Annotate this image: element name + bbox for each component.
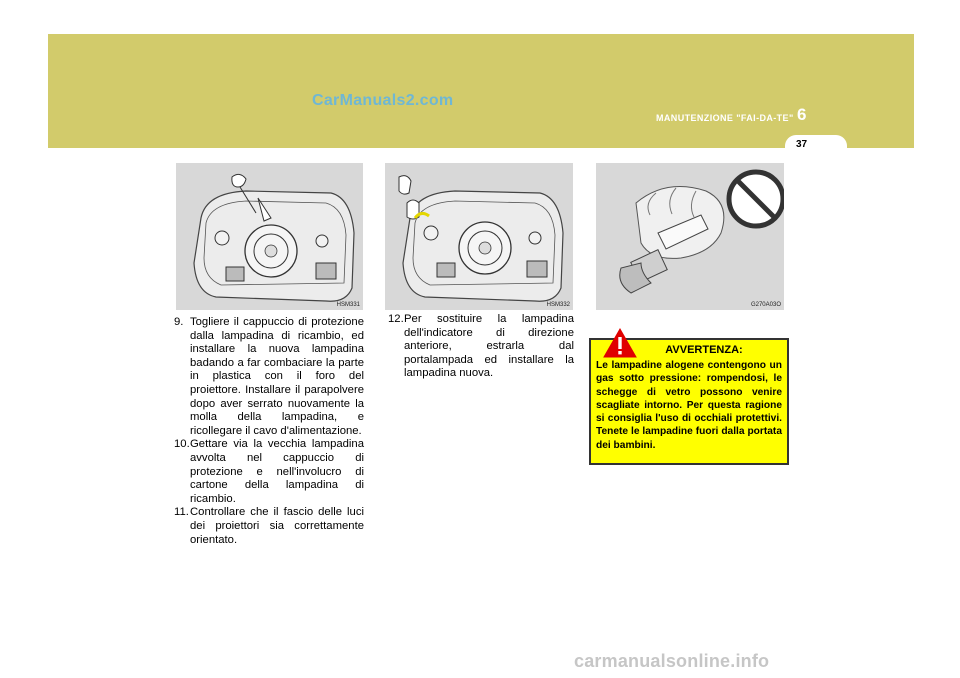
figure-halogen-bulb [596, 163, 784, 310]
hand-holding-bulb-icon [596, 163, 784, 310]
instruction-number: 10. [174, 438, 190, 451]
instruction-item [174, 438, 364, 506]
headlamp-rear-icon [176, 163, 363, 310]
page-number: 37 [796, 139, 808, 150]
instruction-text: Per sostituire la lampadina dell'indicatore di direzione anteriore, estrarla dal portalampada ed installare la lampadina nuova. [404, 313, 574, 380]
instruction-number: 12. [388, 313, 404, 325]
figure-code: HSM331 [336, 302, 360, 308]
instructions-middle [388, 313, 574, 381]
top-watermark[interactable]: CarManuals2.com [312, 92, 454, 109]
page-tab [785, 135, 847, 157]
warning-exclamation-icon [603, 328, 637, 358]
figure-code: G270A03O [750, 302, 781, 308]
header-band [48, 34, 914, 148]
figure-code: HSM332 [546, 302, 570, 308]
instruction-item [388, 313, 574, 381]
warning-text: Le lampadine alogene contengono un gas sotto pressione: rompendosi, le schegge di vetro possono venire scagliate intorno. Per questa ragione si consiglia l'uso di occhiali protettivi. Tenete le lampadine fuori dalla portata dei bambini. [596, 360, 782, 451]
figure-turn-signal [385, 163, 573, 310]
figure-headlamp-bulb [176, 163, 363, 310]
instruction-text: Controllare che il fascio delle luci dei proiettori sia correttamente orientato. [190, 506, 364, 546]
chapter-title: MANUTENZIONE "FAI-DA-TE" [656, 113, 794, 123]
instructions-left [174, 316, 364, 547]
bottom-watermark[interactable]: carmanualsonline.info [574, 651, 770, 671]
headlamp-turn-signal-icon [385, 163, 573, 310]
instruction-number: 11. [174, 506, 189, 519]
instruction-text: Gettare via la vecchia lampadina avvolta nel cappuccio di protezione e nell'involucro di cartone della lampadina di ricambio. [190, 438, 364, 505]
warning-title: AVVERTENZA: [665, 344, 743, 356]
instruction-item [174, 316, 364, 438]
instruction-item [174, 506, 364, 547]
chapter-number: 6 [797, 105, 807, 124]
instruction-text: Togliere il cappuccio di protezione dalla lampadina di ricambio, ed installare la nuova lampadina badando a far combaciare la parte in plastica con il foro del proiettore. Installare il parapolvere dopo aver serrato nuovamente la molla della lampadina, e ricollegare il cavo d'alimentazione. [190, 316, 364, 437]
instruction-number: 9. [174, 316, 184, 328]
